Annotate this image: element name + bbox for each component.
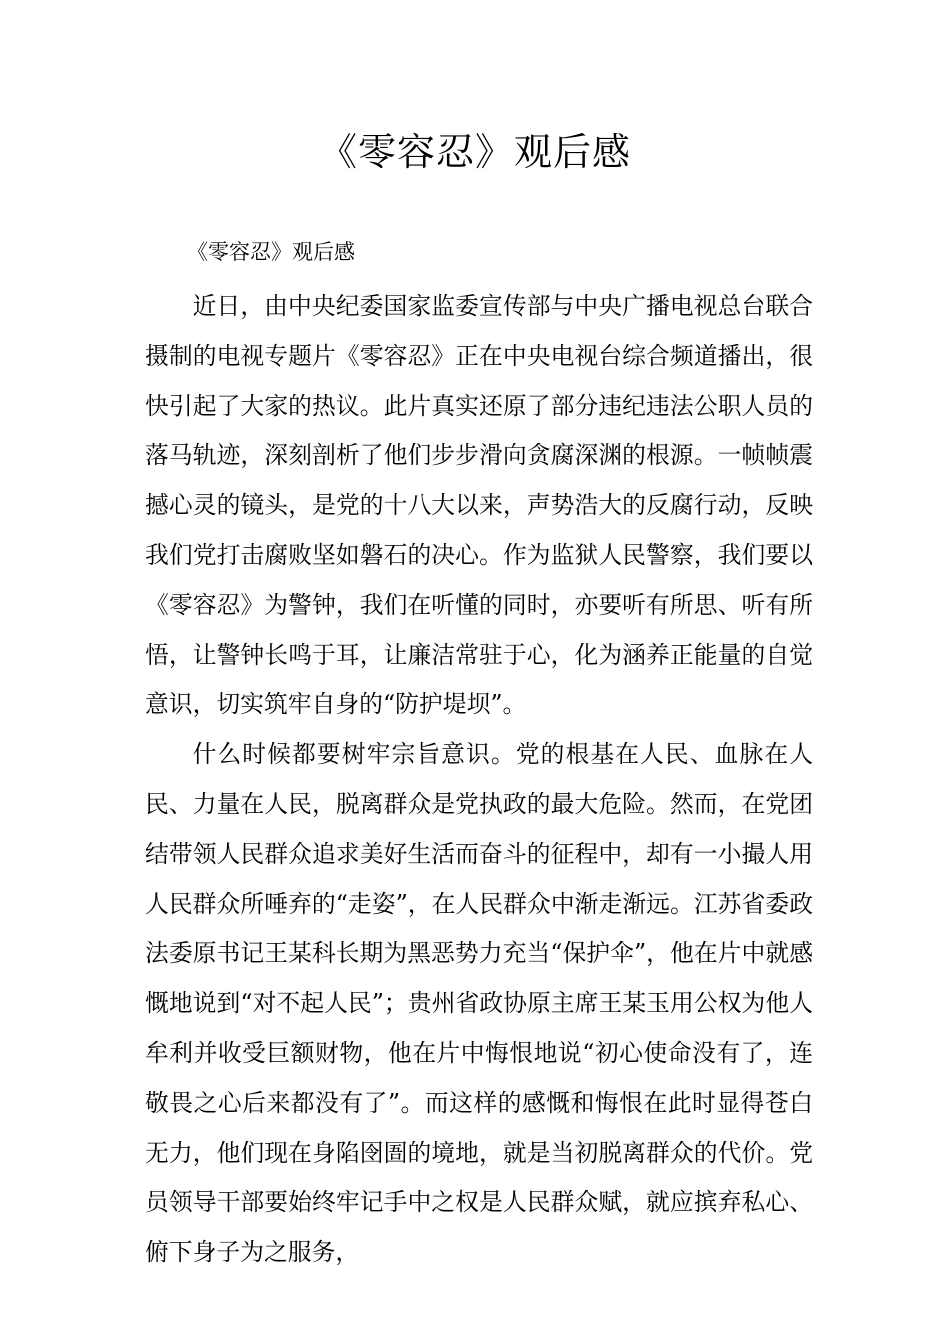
document-subtitle: 《零容忍》观后感: [187, 240, 355, 264]
paragraph-1: 近日，由中央纪委国家监委宣传部与中央广播电视总台联合摄制的电视专题片《零容忍》正在中央电视台综合频道播出，很快引起了大家的热议。此片真实还原了部分违纪违法公职人员的落马轨迹，深刻剖析了他们步步滑向贪腐深渊的根源。一帧帧震撼心灵的镜头，是党的十八大以来，声势浩大的反腐行动，反映我们党打击腐败坚如磐石的决心。作为监狱人民警察，我们要以《零容忍》为警钟，我们在听懂的同时，亦要听有所思、听有所悟，让警钟长鸣于耳，让廉洁常驻于心，化为涵养正能量的自觉意识，切实筑牢自身的“防护堤坝”。: [145, 292, 813, 719]
document-title: 《零容忍》观后感: [318, 130, 631, 174]
paragraph-2: 什么时候都要树牢宗旨意识。党的根基在人民、血脉在人民、力量在人民，脱离群众是党执政的最大危险。然而，在党团结带领人民群众追求美好生活而奋斗的征程中，却有一小撮人用人民群众所唾弃的“走姿”，在人民群众中渐走渐远。江苏省委政法委原书记王某科长期为黑恶势力充当“保护伞”，他在片中就感慨地说到“对不起人民”；贵州省政协原主席王某玉用公权为他人牟利并收受巨额财物，他在片中悔恨地说“初心使命没有了，连敬畏之心后来都没有了”。而这样的感慨和悔恨在此时显得苍白无力，他们现在身陷囹圄的境地，就是当初脱离群众的代价。党员领导干部要始终牢记手中之权是人民群众赋，就应摈弃私心、俯下身子为之服务，: [145, 740, 813, 1267]
document-body: [145, 282, 813, 1278]
